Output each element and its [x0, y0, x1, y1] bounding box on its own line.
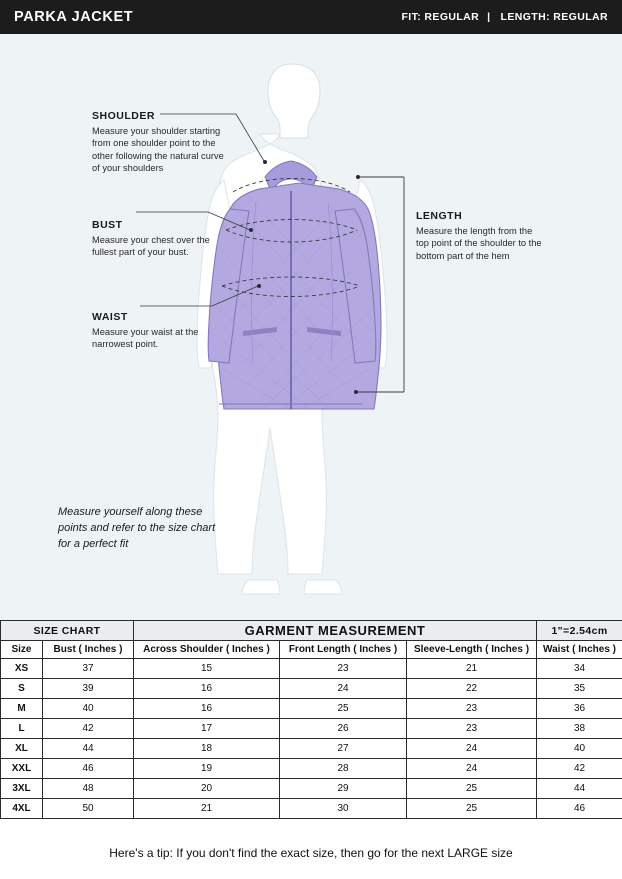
annotation-waist-title: WAIST	[92, 311, 128, 323]
table-band-row	[1, 621, 622, 641]
cell-size: XS	[1, 659, 43, 679]
cell-size: M	[1, 699, 43, 719]
table-header-row	[1, 641, 622, 659]
cell-size: XXL	[1, 759, 43, 779]
footer-tip-text: Here's a tip: If you don't find the exact size, then go for the next LARGE size	[109, 845, 513, 860]
column-header-across-shoulder: Across Shoulder ( Inches )	[134, 641, 280, 659]
cell-across-shoulder: 16	[134, 699, 280, 719]
annotation-bust-body: Measure your chest over the fullest part of your bust.	[92, 235, 210, 258]
band-size-chart: SIZE CHART	[1, 621, 134, 641]
annotation-length	[416, 210, 546, 262]
cell-waist: 42	[537, 759, 622, 779]
fit-label: FIT: REGULAR	[401, 11, 480, 23]
table-row	[1, 719, 622, 739]
annotation-shoulder-title: SHOULDER	[92, 110, 155, 122]
cell-across-shoulder: 16	[134, 679, 280, 699]
cell-bust: 46	[43, 759, 134, 779]
band-conversion: 1"=2.54cm	[537, 621, 622, 641]
column-header-waist: Waist ( Inches )	[537, 641, 622, 659]
cell-front-length: 27	[280, 739, 407, 759]
table-row	[1, 659, 622, 679]
annotation-shoulder	[92, 110, 234, 175]
cell-size: S	[1, 679, 43, 699]
cell-bust: 40	[43, 699, 134, 719]
cell-front-length: 24	[280, 679, 407, 699]
column-header-sleeve-length: Sleeve-Length ( Inches )	[407, 641, 537, 659]
size-chart-table	[0, 620, 622, 819]
cell-waist: 38	[537, 719, 622, 739]
column-header-size: Size	[1, 641, 43, 659]
cell-front-length: 28	[280, 759, 407, 779]
cell-bust: 39	[43, 679, 134, 699]
annotation-waist	[92, 311, 210, 351]
table-row	[1, 739, 622, 759]
cell-bust: 48	[43, 779, 134, 799]
annotation-bust	[92, 219, 212, 259]
page-header	[0, 0, 622, 34]
table-row	[1, 699, 622, 719]
column-header-front-length: Front Length ( Inches )	[280, 641, 407, 659]
table-row	[1, 779, 622, 799]
cell-waist: 46	[537, 799, 622, 819]
footer-tip	[0, 826, 622, 879]
cell-waist: 40	[537, 739, 622, 759]
size-chart-table-wrap	[0, 620, 622, 819]
header-meta	[401, 11, 608, 23]
cell-waist: 36	[537, 699, 622, 719]
annotation-length-body: Measure the length from the top point of the shoulder to the bottom part of the hem	[416, 226, 542, 261]
cell-waist: 34	[537, 659, 622, 679]
annotation-bust-title: BUST	[92, 219, 123, 231]
cell-across-shoulder: 18	[134, 739, 280, 759]
cell-size: L	[1, 719, 43, 739]
cell-sleeve-length: 25	[407, 799, 537, 819]
cell-across-shoulder: 20	[134, 779, 280, 799]
cell-sleeve-length: 24	[407, 759, 537, 779]
cell-sleeve-length: 23	[407, 699, 537, 719]
annotation-length-title: LENGTH	[416, 210, 463, 222]
length-label: LENGTH: REGULAR	[500, 11, 608, 23]
table-row	[1, 759, 622, 779]
page-title: PARKA JACKET	[14, 9, 134, 25]
cell-waist: 44	[537, 779, 622, 799]
cell-front-length: 29	[280, 779, 407, 799]
cell-sleeve-length: 23	[407, 719, 537, 739]
table-row	[1, 679, 622, 699]
meta-separator: |	[487, 11, 491, 23]
annotation-shoulder-body: Measure your shoulder starting from one shoulder point to the other following the natural curve of your shoulders	[92, 126, 224, 174]
column-header-bust: Bust ( Inches )	[43, 641, 134, 659]
cell-size: 3XL	[1, 779, 43, 799]
cell-front-length: 26	[280, 719, 407, 739]
cell-size: XL	[1, 739, 43, 759]
table-row	[1, 799, 622, 819]
cell-sleeve-length: 25	[407, 779, 537, 799]
band-garment-measurement: GARMENT MEASUREMENT	[134, 621, 537, 641]
cell-waist: 35	[537, 679, 622, 699]
cell-size: 4XL	[1, 799, 43, 819]
cell-sleeve-length: 21	[407, 659, 537, 679]
cell-across-shoulder: 17	[134, 719, 280, 739]
cell-bust: 44	[43, 739, 134, 759]
cell-bust: 50	[43, 799, 134, 819]
cell-across-shoulder: 15	[134, 659, 280, 679]
illustration-panel	[0, 34, 622, 620]
cell-front-length: 30	[280, 799, 407, 819]
cell-sleeve-length: 22	[407, 679, 537, 699]
cell-bust: 42	[43, 719, 134, 739]
cell-sleeve-length: 24	[407, 739, 537, 759]
measure-tip-text: Measure yourself along these points and refer to the size chart for a perfect fit	[58, 506, 216, 550]
cell-front-length: 25	[280, 699, 407, 719]
cell-across-shoulder: 19	[134, 759, 280, 779]
annotation-waist-body: Measure your waist at the narrowest point.	[92, 327, 199, 350]
cell-across-shoulder: 21	[134, 799, 280, 819]
cell-front-length: 23	[280, 659, 407, 679]
cell-bust: 37	[43, 659, 134, 679]
